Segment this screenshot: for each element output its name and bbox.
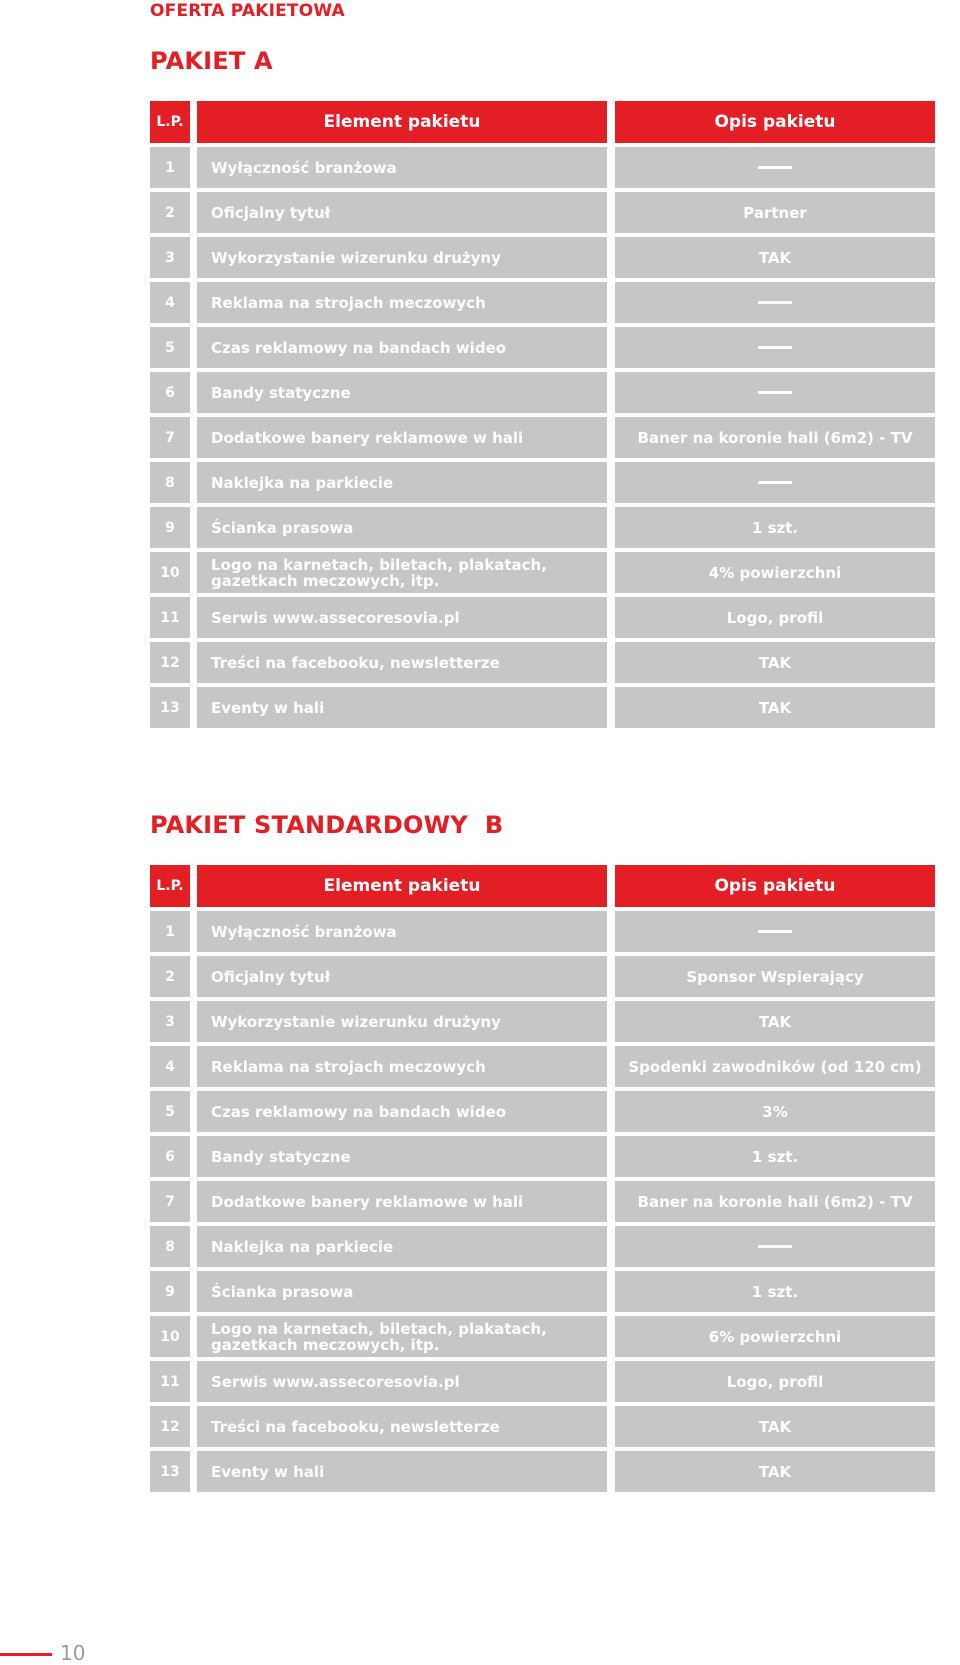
table-row (150, 911, 935, 952)
row-element: Eventy w hali (197, 687, 607, 728)
table-row (150, 1091, 935, 1132)
row-number: 10 (150, 1316, 190, 1357)
column-header-opis: Opis pakietu (615, 865, 935, 907)
row-element: Dodatkowe banery reklamowe w hali (197, 417, 607, 458)
row-number: 1 (150, 911, 190, 952)
row-opis (615, 462, 935, 503)
column-header-element: Element pakietu (197, 101, 607, 143)
dash-icon (758, 481, 792, 484)
row-opis: TAK (615, 687, 935, 728)
package-a-rows (150, 147, 935, 728)
table-row (150, 327, 935, 368)
dash-icon (758, 346, 792, 349)
row-element: Oficjalny tytuł (197, 956, 607, 997)
row-opis (615, 327, 935, 368)
row-opis: Partner (615, 192, 935, 233)
row-opis: Logo, profil (615, 1361, 935, 1402)
row-opis: 1 szt. (615, 1271, 935, 1312)
row-number: 3 (150, 237, 190, 278)
row-opis: 4% powierzchni (615, 552, 935, 593)
row-number: 7 (150, 1181, 190, 1222)
row-number: 12 (150, 1406, 190, 1447)
row-element: Serwis www.assecoresovia.pl (197, 1361, 607, 1402)
row-opis: Logo, profil (615, 597, 935, 638)
page-header-title: OFERTA PAKIETOWA (150, 1, 345, 21)
row-opis: 1 szt. (615, 1136, 935, 1177)
table-row (150, 237, 935, 278)
package-a-table (150, 101, 935, 732)
row-number: 8 (150, 462, 190, 503)
row-opis: TAK (615, 237, 935, 278)
row-element: Ścianka prasowa (197, 507, 607, 548)
table-row (150, 1226, 935, 1267)
column-header-opis: Opis pakietu (615, 101, 935, 143)
row-opis: TAK (615, 1001, 935, 1042)
row-opis: TAK (615, 1406, 935, 1447)
row-number: 4 (150, 1046, 190, 1087)
row-number: 12 (150, 642, 190, 683)
row-element: Bandy statyczne (197, 372, 607, 413)
row-number: 11 (150, 597, 190, 638)
package-b-table (150, 865, 935, 1496)
row-opis: 1 szt. (615, 507, 935, 548)
table-row (150, 192, 935, 233)
table-row (150, 642, 935, 683)
row-number: 11 (150, 1361, 190, 1402)
table-header-row (150, 865, 935, 907)
dash-icon (758, 301, 792, 304)
table-row (150, 372, 935, 413)
row-number: 3 (150, 1001, 190, 1042)
row-element: Treści na facebooku, newsletterze (197, 642, 607, 683)
row-number: 10 (150, 552, 190, 593)
row-element: Czas reklamowy na bandach wideo (197, 327, 607, 368)
row-opis: TAK (615, 1451, 935, 1492)
footer-accent-line (0, 1653, 52, 1656)
page-number: 10 (60, 1641, 86, 1665)
table-row (150, 462, 935, 503)
row-opis (615, 147, 935, 188)
dash-icon (758, 930, 792, 933)
table-row (150, 1181, 935, 1222)
package-b-rows (150, 911, 935, 1492)
row-element: Logo na karnetach, biletach, plakatach, gazetkach meczowych, itp. (197, 1316, 607, 1357)
row-opis (615, 1226, 935, 1267)
row-element: Wyłączność branżowa (197, 147, 607, 188)
row-element: Reklama na strojach meczowych (197, 282, 607, 323)
row-number: 8 (150, 1226, 190, 1267)
dash-icon (758, 391, 792, 394)
row-number: 6 (150, 372, 190, 413)
row-opis: TAK (615, 642, 935, 683)
table-row (150, 552, 935, 593)
row-opis (615, 282, 935, 323)
row-number: 13 (150, 687, 190, 728)
row-element: Treści na facebooku, newsletterze (197, 1406, 607, 1447)
table-row (150, 597, 935, 638)
table-row (150, 147, 935, 188)
row-number: 7 (150, 417, 190, 458)
row-opis: 6% powierzchni (615, 1316, 935, 1357)
row-element: Oficjalny tytuł (197, 192, 607, 233)
table-row (150, 1451, 935, 1492)
row-element: Bandy statyczne (197, 1136, 607, 1177)
row-element: Reklama na strojach meczowych (197, 1046, 607, 1087)
row-opis: Sponsor Wspierający (615, 956, 935, 997)
row-number: 13 (150, 1451, 190, 1492)
table-row (150, 1046, 935, 1087)
table-row (150, 1406, 935, 1447)
row-element: Czas reklamowy na bandach wideo (197, 1091, 607, 1132)
row-number: 6 (150, 1136, 190, 1177)
row-opis: Spodenki zawodników (od 120 cm) (615, 1046, 935, 1087)
table-header-row (150, 101, 935, 143)
column-header-lp: L.P. (150, 865, 190, 907)
row-opis: Baner na koronie hali (6m2) - TV (615, 417, 935, 458)
row-number: 2 (150, 956, 190, 997)
row-element: Serwis www.assecoresovia.pl (197, 597, 607, 638)
dash-icon (758, 166, 792, 169)
row-number: 5 (150, 327, 190, 368)
table-row (150, 1271, 935, 1312)
row-number: 4 (150, 282, 190, 323)
row-opis: 3% (615, 1091, 935, 1132)
table-row (150, 417, 935, 458)
table-row (150, 507, 935, 548)
row-number: 9 (150, 507, 190, 548)
dash-icon (758, 1245, 792, 1248)
row-element: Naklejka na parkiecie (197, 462, 607, 503)
table-row (150, 1361, 935, 1402)
column-header-lp: L.P. (150, 101, 190, 143)
row-element: Naklejka na parkiecie (197, 1226, 607, 1267)
package-a-title: PAKIET A (150, 47, 273, 75)
table-row (150, 1001, 935, 1042)
row-opis (615, 372, 935, 413)
table-row (150, 687, 935, 728)
row-element: Wyłączność branżowa (197, 911, 607, 952)
table-row (150, 1136, 935, 1177)
row-opis: Baner na koronie hali (6m2) - TV (615, 1181, 935, 1222)
row-element: Wykorzystanie wizerunku drużyny (197, 237, 607, 278)
row-element: Ścianka prasowa (197, 1271, 607, 1312)
row-number: 9 (150, 1271, 190, 1312)
column-header-element: Element pakietu (197, 865, 607, 907)
row-element: Eventy w hali (197, 1451, 607, 1492)
row-opis (615, 911, 935, 952)
row-element: Dodatkowe banery reklamowe w hali (197, 1181, 607, 1222)
row-number: 5 (150, 1091, 190, 1132)
row-element: Logo na karnetach, biletach, plakatach, gazetkach meczowych, itp. (197, 552, 607, 593)
row-number: 1 (150, 147, 190, 188)
table-row (150, 956, 935, 997)
table-row (150, 282, 935, 323)
row-number: 2 (150, 192, 190, 233)
package-b-title: PAKIET STANDARDOWY B (150, 811, 504, 839)
table-row (150, 1316, 935, 1357)
row-element: Wykorzystanie wizerunku drużyny (197, 1001, 607, 1042)
